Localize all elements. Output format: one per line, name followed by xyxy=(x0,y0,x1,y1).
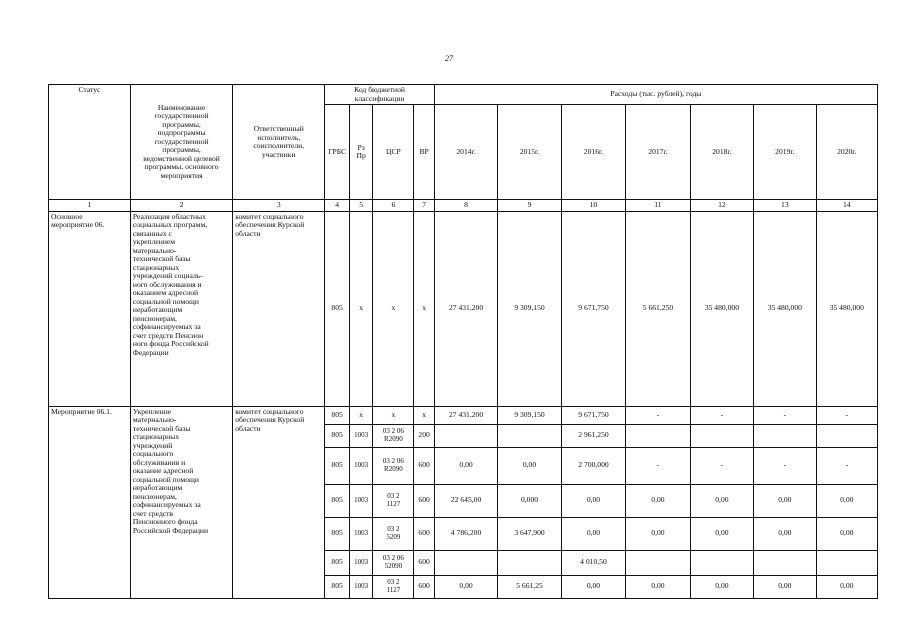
grbs-cell: 805 xyxy=(325,484,350,517)
year-header-2017: 2017г. xyxy=(626,105,690,200)
vr-cell: х xyxy=(414,211,434,406)
value-cell: 0,00 xyxy=(754,484,816,517)
value-cell xyxy=(690,550,753,575)
value-cell: 9 671,750 xyxy=(561,211,625,406)
grbs-cell: 805 xyxy=(325,406,350,424)
year-header-2019: 2019г. xyxy=(754,105,816,200)
value-cell: 4 010,50 xyxy=(561,550,625,575)
rzpr-cell: 1003 xyxy=(349,517,373,550)
column-number: 11 xyxy=(626,200,690,212)
value-cell: 27 431,200 xyxy=(434,406,497,424)
rzpr-cell: 1003 xyxy=(349,447,373,484)
main-event-row xyxy=(49,211,878,406)
value-cell xyxy=(498,424,561,447)
column-number: 1 xyxy=(49,200,131,212)
value-cell: - xyxy=(754,447,816,484)
rzpr-cell: 1003 xyxy=(349,575,373,598)
value-cell: 0,00 xyxy=(754,517,816,550)
value-cell: 0,00 xyxy=(498,447,561,484)
value-cell: - xyxy=(754,406,816,424)
value-cell: 0,00 xyxy=(754,575,816,598)
year-header-2014: 2014г. xyxy=(434,105,497,200)
value-cell: 5 661,250 xyxy=(626,211,690,406)
value-cell: - xyxy=(816,406,877,424)
status-header: Статус xyxy=(49,85,131,200)
sub-event-row xyxy=(49,406,878,424)
value-cell xyxy=(816,550,877,575)
vr-cell: 200 xyxy=(414,424,434,447)
value-cell: 0,00 xyxy=(816,484,877,517)
value-cell xyxy=(434,550,497,575)
grbs-cell: 805 xyxy=(325,575,350,598)
value-cell: 27 431,200 xyxy=(434,211,497,406)
grbs-cell: 805 xyxy=(325,211,350,406)
value-cell xyxy=(626,424,690,447)
value-cell xyxy=(690,424,753,447)
header-row xyxy=(49,85,878,105)
csr-cell: 03 2 06 52090 xyxy=(373,550,414,575)
grbs-cell: 805 xyxy=(325,447,350,484)
sub-event-status: Мероприятие 06.1. xyxy=(49,406,131,598)
column-number: 9 xyxy=(498,200,561,212)
value-cell: 0,00 xyxy=(690,484,753,517)
value-cell: 0,000 xyxy=(498,484,561,517)
value-cell: 0,00 xyxy=(690,575,753,598)
value-cell: 9 671,750 xyxy=(561,406,625,424)
value-cell: 0,00 xyxy=(816,517,877,550)
year-header-2016: 2016г. xyxy=(561,105,625,200)
value-cell: - xyxy=(626,406,690,424)
rzpr-cell: 1003 xyxy=(349,550,373,575)
vr-cell: 600 xyxy=(414,447,434,484)
grbs-cell: 805 xyxy=(325,424,350,447)
grbs-header: ГРБС xyxy=(325,105,350,200)
value-cell: 35 480,000 xyxy=(816,211,877,406)
value-cell: 2 961,250 xyxy=(561,424,625,447)
vr-cell: 600 xyxy=(414,517,434,550)
column-number: 13 xyxy=(754,200,816,212)
value-cell: 0,00 xyxy=(434,447,497,484)
value-cell: 4 786,200 xyxy=(434,517,497,550)
column-number: 6 xyxy=(373,200,414,212)
value-cell: 0,00 xyxy=(626,575,690,598)
value-cell: 5 661,25 xyxy=(498,575,561,598)
column-number-row xyxy=(49,200,878,212)
year-header-2018: 2018г. xyxy=(690,105,753,200)
value-cell: 0,00 xyxy=(434,575,497,598)
program-name-header: Наименование государственной программы, подпрограммы государственной программы, ведомственной целевой программы, основного мероприятия xyxy=(130,85,232,200)
csr-cell: х xyxy=(373,211,414,406)
rzpr-cell: 1003 xyxy=(349,484,373,517)
value-cell xyxy=(754,424,816,447)
main-event-status: Основное мероприятие 06. xyxy=(49,211,131,406)
rzpr-cell: х xyxy=(349,211,373,406)
csr-cell: 03 2 1127 xyxy=(373,484,414,517)
value-cell: 2 700,000 xyxy=(561,447,625,484)
column-number: 8 xyxy=(434,200,497,212)
rzpr-cell: х xyxy=(349,406,373,424)
value-cell xyxy=(816,424,877,447)
csr-cell: 03 2 06 R2090 xyxy=(373,447,414,484)
vr-cell: 600 xyxy=(414,484,434,517)
value-cell xyxy=(434,424,497,447)
sub-event-executor: комитет социального обеспечения Курской области xyxy=(233,406,325,598)
rzpr-cell: 1003 xyxy=(349,424,373,447)
grbs-cell: 805 xyxy=(325,517,350,550)
value-cell: 9 309,150 xyxy=(498,406,561,424)
sub-event-name: Укрепление материально- технической базы стационарных учреждений социального обслуживания и оказание адресной социальной помощи неработающим пенсионерам, софинансируемых за счет средств Пенсионного фонда Российской Федерации xyxy=(130,406,232,598)
executor-header: Ответственный исполнитель, соисполнители, участники xyxy=(233,85,325,200)
year-header-2020: 2020г. xyxy=(816,105,877,200)
vr-cell: 600 xyxy=(414,550,434,575)
csr-cell: 03 2 06 R2090 xyxy=(373,424,414,447)
column-number: 5 xyxy=(349,200,373,212)
value-cell xyxy=(626,550,690,575)
column-number: 7 xyxy=(414,200,434,212)
csr-cell: х xyxy=(373,406,414,424)
column-number: 3 xyxy=(233,200,325,212)
budget-table xyxy=(48,84,878,599)
value-cell: 35 480,000 xyxy=(690,211,753,406)
value-cell xyxy=(754,550,816,575)
grbs-cell: 805 xyxy=(325,550,350,575)
value-cell: 3 647,900 xyxy=(498,517,561,550)
value-cell: - xyxy=(816,447,877,484)
column-number: 4 xyxy=(325,200,350,212)
year-header-2015: 2015г. xyxy=(498,105,561,200)
csr-cell: 03 2 1127 xyxy=(373,575,414,598)
value-cell: 0,00 xyxy=(626,484,690,517)
value-cell: 22 645,00 xyxy=(434,484,497,517)
value-cell: 0,00 xyxy=(561,575,625,598)
csr-cell: 03 2 5209 xyxy=(373,517,414,550)
value-cell xyxy=(498,550,561,575)
column-number: 2 xyxy=(130,200,232,212)
value-cell: 35 480,000 xyxy=(754,211,816,406)
value-cell: - xyxy=(690,406,753,424)
csr-header: ЦСР xyxy=(373,105,414,200)
main-event-name: Реализация областных социальных программ, связанных с укреплением материально- технической базы стационарных учреждений социаль- ного обслуживания и оказанием адресной социальной помощи неработающим пенсионерам, софинансируемых за счет средств Пенсион ного фонда Российской Федерации xyxy=(130,211,232,406)
vr-header: ВР xyxy=(414,105,434,200)
value-cell: - xyxy=(626,447,690,484)
vr-cell: 600 xyxy=(414,575,434,598)
rzpr-header: Рз Пр xyxy=(349,105,373,200)
value-cell: 0,00 xyxy=(816,575,877,598)
expenses-header: Расходы (тыс. рублей), годы xyxy=(434,85,877,105)
column-number: 14 xyxy=(816,200,877,212)
value-cell: 0,00 xyxy=(626,517,690,550)
main-event-executor: комитет социального обеспечения Курской области xyxy=(233,211,325,406)
value-cell: 0,00 xyxy=(690,517,753,550)
column-number: 12 xyxy=(690,200,753,212)
value-cell: - xyxy=(690,447,753,484)
column-number: 10 xyxy=(561,200,625,212)
budget-code-header: Код бюджетной классификации xyxy=(325,85,435,105)
value-cell: 0,00 xyxy=(561,517,625,550)
value-cell: 9 309,150 xyxy=(498,211,561,406)
vr-cell: х xyxy=(414,406,434,424)
page-number: 27 xyxy=(445,54,453,63)
value-cell: 0,00 xyxy=(561,484,625,517)
